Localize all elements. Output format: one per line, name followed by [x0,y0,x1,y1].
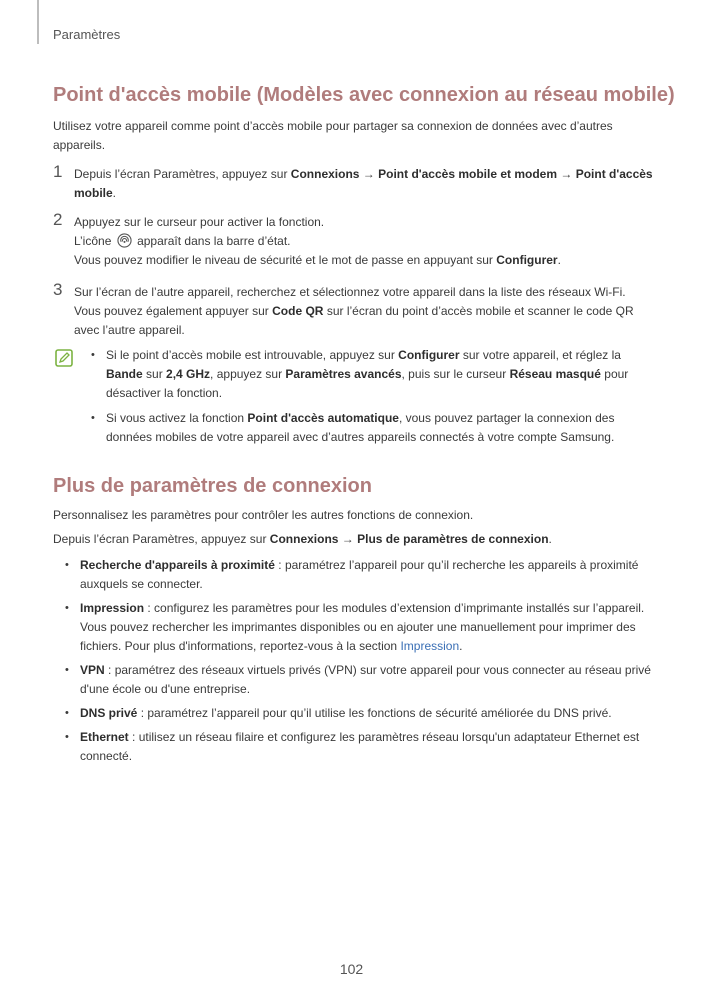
bold-term: Point d'accès mobile [74,167,653,200]
note-text: sur [142,367,167,381]
bold-term: Point d'accès mobile et modem [378,167,558,181]
step-text: L’icône [74,234,112,248]
page-number: 102 [339,961,364,977]
step-text: Sur l’écran de l’autre appareil, recherchez et sélectionnez votre appareil dans la liste des réseaux Wi-Fi. [74,285,626,299]
step-1 [53,162,653,203]
step-text-line [74,251,653,270]
bullet: • [65,707,69,719]
bold-term: VPN [80,663,105,677]
arrow: → [359,167,379,181]
step-text: Appuyez sur le curseur pour activer la fonction. [74,215,325,229]
section-title-connections: Plus de paramètres de connexion [53,475,372,497]
arrow: → [338,532,358,546]
step-text-line [74,302,653,340]
list-item [65,556,653,594]
bold-term: Réseau masqué [509,367,601,381]
list-item [65,728,653,766]
item-text: : utilisez un réseau filaire et configurez les paramètres réseau lorsqu'un adaptateur Ethernet est connecté. [80,730,640,763]
note-box [53,346,653,453]
section-title-hotspot: Point d'accès mobile (Modèles avec connexion au réseau mobile) [53,84,675,106]
step-number: 1 [53,162,63,181]
item-text: : paramétrez l’appareil pour qu’il utilise les fonctions de sécurité améliorée du DNS privé. [137,706,612,720]
note-pencil-icon [55,349,73,367]
note-text: , puis sur le curseur [401,367,510,381]
note-item [91,346,653,403]
list-item [65,661,653,699]
bold-term: Code QR [272,304,324,318]
item-text: : paramétrez des réseaux virtuels privés (VPN) sur votre appareil pour vous connecter au réseau privé d'une école ou d'une entreprise. [80,663,651,696]
path-text: Depuis l’écran Paramètres, appuyez sur [53,532,270,546]
step-text-icon-line [74,232,653,251]
page-corner-mark [37,0,39,44]
bold-term: Ethernet [80,730,129,744]
section-path [53,530,653,549]
item-text: . [459,639,463,653]
note-text: , vous pouvez partager la connexion des données mobiles de votre appareil avec d’autres appareils connectés à votre compte Samsung. [106,411,615,444]
item-text: : configurez les paramètres pour les modules d’extension d’imprimante installés sur l’appareil. Vous pouvez rechercher les imprimantes disponibles ou en ajouter une manuellement pour imprimer des fichiers. Pour plus d'informations, reportez-vous à la section [80,601,645,653]
step-number: 3 [53,280,63,299]
path-text: . [548,532,552,546]
bullet: • [65,664,69,676]
step-text: sur l’écran du point d’accès mobile et scanner le code QR avec l’autre appareil. [74,304,634,337]
step-text: Vous pouvez modifier le niveau de sécurité et le mot de passe en appuyant sur [74,253,497,267]
step-text: apparaît dans la barre d’état. [137,234,291,248]
note-text: Si vous activez la fonction [106,411,248,425]
bullet: • [65,602,69,614]
bold-term: Paramètres avancés [285,367,402,381]
bold-term: 2,4 GHz [166,367,211,381]
bold-term: Connexions [269,532,339,546]
bold-term: Impression [80,601,145,615]
note-item [91,409,653,447]
impression-link[interactable]: Impression [400,639,460,653]
step-text: Depuis l’écran Paramètres, appuyez sur [74,167,291,181]
step-text: . [557,253,561,267]
bullet: • [91,412,95,424]
running-header: Paramètres [53,27,121,42]
bold-term: Plus de paramètres de connexion [357,532,549,546]
bold-term: Recherche d'appareils à proximité [80,558,275,572]
note-text: sur votre appareil, et réglez la [459,348,621,362]
step-number: 2 [53,210,63,229]
bold-term: Configurer [496,253,558,267]
item-text: : paramétrez l’appareil pour qu’il recherche les appareils à proximité auxquels se connecter. [80,558,639,591]
list-item [65,704,653,723]
step-3 [53,280,653,340]
options-list [53,556,653,771]
bold-term: Point d'accès automatique [247,411,399,425]
note-text: pour désactiver la fonction. [106,367,629,400]
step-2 [53,210,653,270]
section-intro-hotspot: Utilisez votre appareil comme point d’accès mobile pour partager sa connexion de données avec d’autres appareils. [53,119,613,152]
bullet: • [65,731,69,743]
bullet: • [91,349,95,361]
step-text: Vous pouvez également appuyer sur [74,304,273,318]
step-text: . [112,186,117,200]
note-text: Si le point d’accès mobile est introuvable, appuyez sur [106,348,399,362]
arrow: → [557,167,576,181]
section-intro-connections: Personnalisez les paramètres pour contrôler les autres fonctions de connexion. [53,508,474,522]
bullet: • [65,559,69,571]
note-text: , appuyez sur [210,367,286,381]
hotspot-icon [117,233,132,248]
list-item [65,599,653,656]
bold-term: Connexions [290,167,360,181]
bold-term: Configurer [398,348,460,362]
bold-term: Bande [106,367,143,381]
bold-term: DNS privé [80,706,138,720]
